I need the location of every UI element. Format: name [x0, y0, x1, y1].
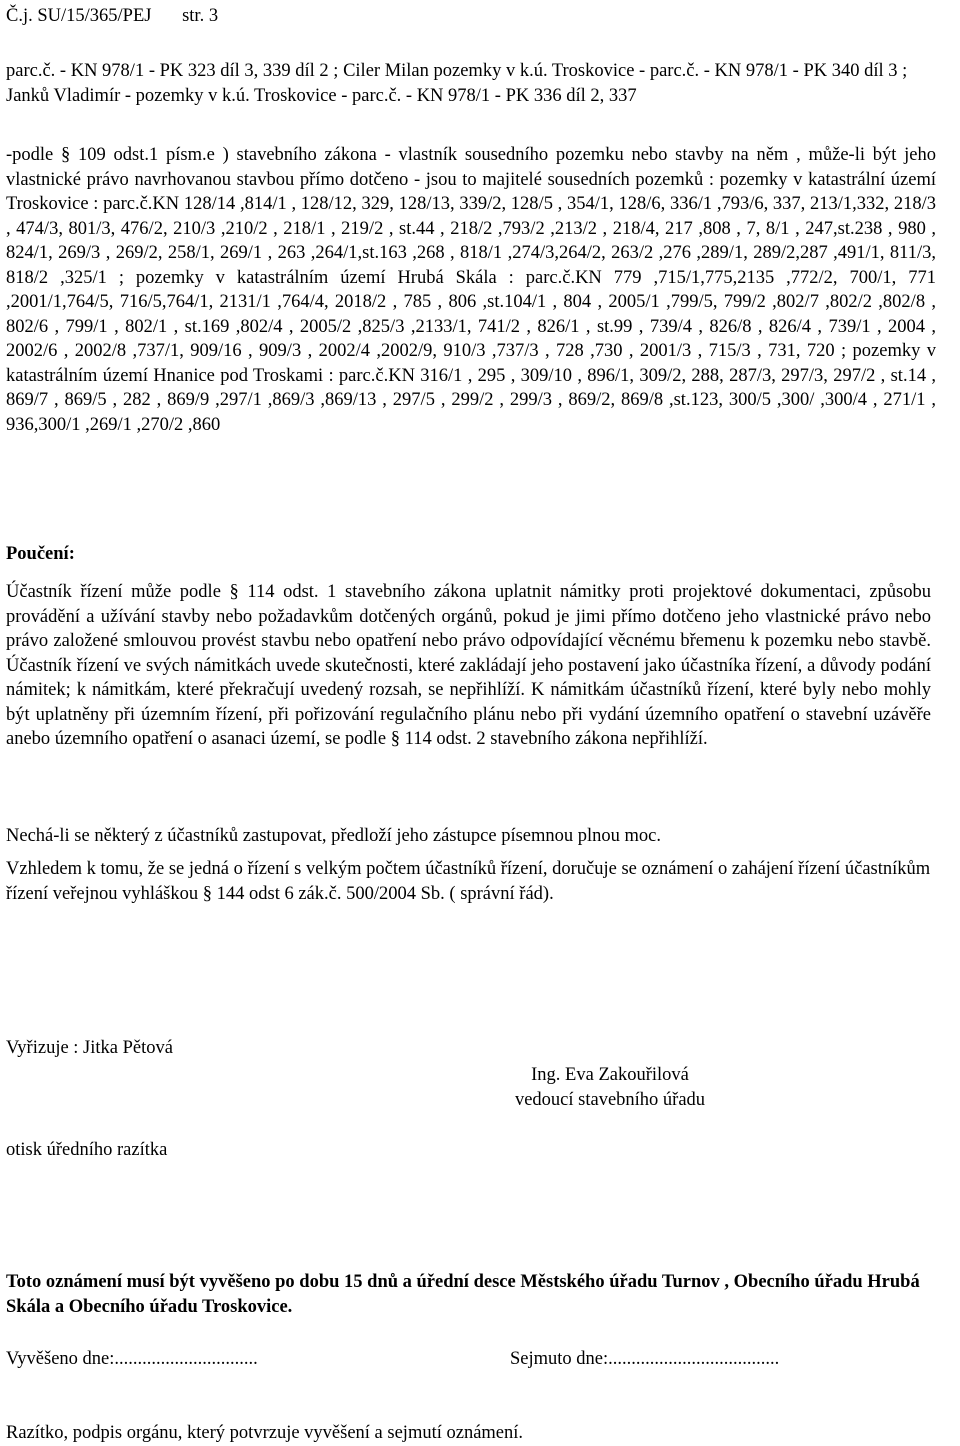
- parcel-paragraph-owners: parc.č. - KN 978/1 - PK 323 díl 3, 339 díl 2 ; Ciler Milan pozemky v k.ú. Troskovice - parc.č. - KN 978/1 - PK 340 díl 3 ; Janků Vladimír - pozemky v k.ú. Troskovice - parc.č. - KN 978/1 - PK 336 díl 2, 337: [6, 61, 908, 106]
- page-header: [6, 4, 606, 29]
- paragraph-body: 109 odst.1 písm.e ) stavebního zákona - vlastník sousedního pozemku nebo stavby na něm , může-li být jeho vlastnické právo navrhovanou stavbou přímo dotčeno - jsou to majitelé sousedních pozemků : pozemky v katastrální území Troskovice : parc.č.KN 128/14 ,814/1 , 128/12, 329, 128/13, 339/2, 128/5 , 354/1, 128/6, 336/1 ,793/6, 337, 213/1,332, 218/3 , 474/3, 801/3, 476/2, 210/3 ,210/2 , 218/1 , 219/2 , st.44 , 218/2 ,793/2 ,213/2 , 218/4, 217 ,808 , 7, 8/1 , 247,st.238 , 980 , 824/1, 269/3 , 269/2, 258/1, 269/1 , 263 ,264/1,st.163 ,268 , 818/1 ,274/3,264/2, 263/2 ,276 ,289/1, 289/2,287 ,491/1, 811/3, 818/2 ,325/1 ; pozemky v katastrálním území Hrubá Skála : parc.č.KN 779 ,715/1,775,2135 ,772/2, 700/1, 771 ,2001/1,764/5, 716/5,764/1, 2131/1 ,764/4, 2018/2 , 785 , 806 ,st.104/1 , 804 , 2005/1 ,799/5, 799/2 ,802/7 ,802/2 ,802/8 , 802/6 , 799/1 , 802/1 , st.169 ,802/4 , 2005/2 ,825/3 ,2133/1, 741/2 , 826/1 , st.99 , 739/4 , 826/8 , 826/4 , 739/1 , 2004 , 2002/6 , 2002/8 ,737/1, 909/16 , 909/3 , 2002/4 ,2002/9, 910/3 ,737/3 , 728 ,730 , 2001/3 , 715/3 , 731, 720 ; pozemky v katastrálním území Hnanice pod Troskami : parc.č.KN 316/1 , 295 , 309/10 , 896/1, 309/2, 288, 287/3, 297/3, 297/2 , st.14 , 869/7 , 869/5 , 282 , 869/9 ,297/1 ,869/3 ,869/13 , 297/5 , 299/2 , 299/3 , 869/2, 869/8 ,st.123, 300/5 ,300/ ,300/4 , 271/1 , 936,300/1 ,269/1 ,270/2 ,860: [6, 145, 936, 435]
- posted-date-field: Vyvěšeno dne:...............................: [6, 1349, 258, 1369]
- removed-date-field: Sejmuto dne:.....................................: [510, 1349, 780, 1369]
- posting-notice: Toto oznámení musí být vyvěšeno po dobu 15 dnů a úřední desce Městského úřadu Turnov , Obecního úřadu Hrubá Skála a Obecního úřadu Troskovice.: [6, 1272, 920, 1317]
- signature-block: [480, 1063, 740, 1112]
- delivery-paragraph: Vzhledem k tomu, že se jedná o řízení s velkým počtem účastníků řízení, doručuje se oznámení o zahájení řízení účastníkům řízení veřejnou vyhláškou § 144 odst 6 zák.č. 500/2004 Sb. ( správní řád).: [6, 859, 931, 904]
- signatory-name: Ing. Eva Zakouřilová: [531, 1065, 689, 1085]
- reference-number: Č.j. SU/15/365/PEJ: [6, 6, 152, 26]
- handled-by: Vyřizuje : Jitka Pětová: [6, 1038, 173, 1058]
- signatory-role: vedoucí stavebního úřadu: [514, 1089, 706, 1110]
- representation-paragraph: Nechá-li se některý z účastníků zastupovat, předloží jeho zástupce písemnou plnou moc.: [6, 826, 661, 846]
- footer-confirmation: Razítko, podpis orgánu, který potvrzuje vyvěšení a sejmutí oznámení.: [6, 1423, 524, 1443]
- instructions-text: Účastník řízení může podle § 114 odst. 1 stavebního zákona uplatnit námitky proti projektové dokumentaci, způsobu provádění a užívání stavby nebo požadavkům dotčených orgánů, pokud je jimi přímo dotčeno jeho vlastnické právo nebo právo založené smlouvou provést stavbu nebo opatření nebo právo odpovídající věcnému břemenu k pozemku nebo stavbě. Účastník řízení ve svých námitkách uvede skutečnosti, které zakládají jeho postavení jako účastníka řízení, a důvody podání námitek; k námitkám, které překračují uvedený rozsah, se nepřihlíží. K námitkám účastníků řízení, které byly nebo mohly být uplatněny při územním řízení, při pořizování regulačního plánu nebo při vydání územního opatření o stavební uzávěře anebo územního opatření o asanaci území, se podle § 114 odst. 2 stavebního zákona nepřihlíží.: [6, 582, 931, 749]
- instructions-heading: Poučení:: [6, 544, 75, 564]
- section-symbol: §: [61, 145, 71, 165]
- page-number: str. 3: [182, 6, 219, 26]
- parcel-paragraph-neighbours: [6, 143, 936, 437]
- stamp-label: otisk úředního razítka: [6, 1140, 168, 1160]
- paragraph-prefix: -podle: [6, 145, 54, 165]
